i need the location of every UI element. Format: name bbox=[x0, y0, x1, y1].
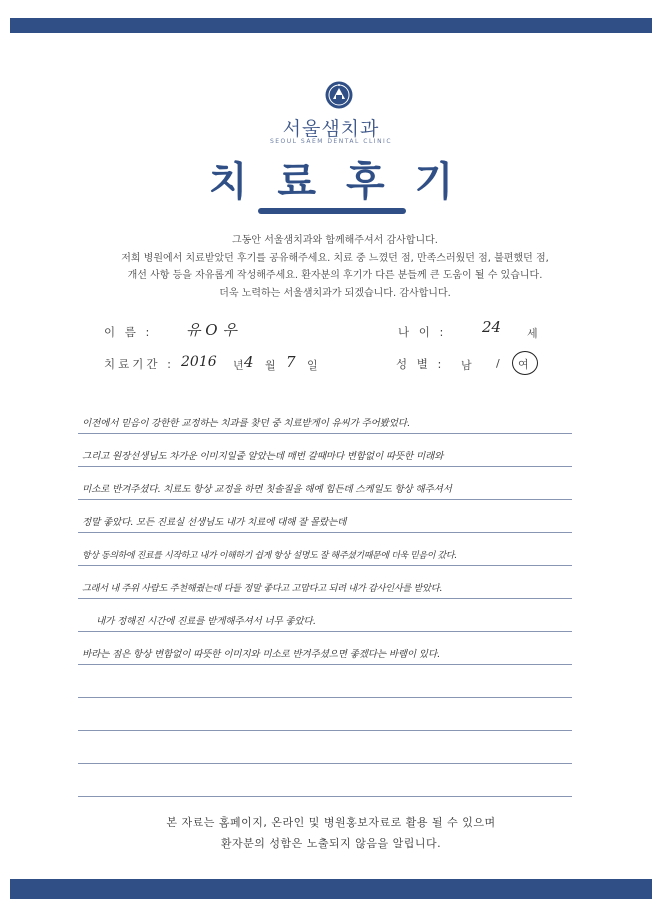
review-text: 그래서 내 주위 사람도 주천해줬는데 다들 정말 좋다고 고맙다고 되려 내가 감사인사를 받았다. bbox=[82, 583, 442, 594]
footer-line: 본 자료는 홈페이지, 온라인 및 병원홍보자료로 활용 될 수 있으며 bbox=[166, 816, 496, 829]
review-text: 정말 좋았다. 모든 진료실 선생님도 내가 치료에 대해 잘 몰랐는데 bbox=[82, 517, 347, 528]
review-line bbox=[78, 604, 572, 632]
review-text: 내가 정해진 시간에 진료를 받게해주셔서 너무 좋았다. bbox=[96, 616, 316, 627]
intro-text bbox=[60, 232, 610, 302]
review-text: 이전에서 믿음이 강한한 교정하는 치과를 찾던 중 치료받게이 유씨가 주어봤었다. bbox=[82, 418, 410, 429]
footer-line: 환자분의 성함은 노출되지 않음을 알립니다. bbox=[220, 837, 442, 850]
day-unit: 일 bbox=[307, 359, 318, 372]
intro-line: 그동안 서울샘치과와 함께해주셔서 감사합니다. bbox=[232, 235, 438, 246]
gender-female: 여 bbox=[518, 358, 529, 371]
gender-label: 성 별 : bbox=[396, 357, 445, 371]
review-line bbox=[78, 736, 572, 764]
footer-notice bbox=[0, 812, 662, 854]
clinic-name: 서울샘치과 bbox=[282, 118, 380, 140]
intro-line: 더욱 노력하는 서울샘치과가 되겠습니다. 감사합니다. bbox=[219, 287, 451, 299]
review-line bbox=[78, 472, 572, 500]
clinic-seal-icon bbox=[324, 80, 354, 110]
review-line bbox=[78, 637, 572, 665]
review-text: 항상 동의하에 진료를 시작하고 내가 이해하기 쉽게 항상 설명도 잘 해주셨기때문에 더욱 믿음이 갔다. bbox=[82, 551, 457, 561]
review-line bbox=[78, 505, 572, 533]
review-line bbox=[78, 670, 572, 698]
review-text: 바라는 점은 항상 변함없이 따뜻한 이미지와 미소로 반겨주셨으면 좋겠다는 바램이 있다. bbox=[82, 649, 440, 660]
gender-separator: / bbox=[496, 357, 500, 370]
age-unit: 세 bbox=[527, 327, 538, 340]
clinic-name-en: SEOUL SAEM DENTAL CLINIC bbox=[269, 138, 393, 145]
review-line bbox=[78, 538, 572, 566]
intro-line: 저희 병원에서 치료받았던 후기를 공유해주세요. 치료 중 느꼈던 점, 만족스러웠던 점, 불편했던 점, bbox=[121, 252, 549, 264]
year-unit: 년 bbox=[233, 359, 244, 372]
day-value: 7 bbox=[286, 353, 296, 371]
month-value: 4 bbox=[244, 353, 254, 371]
review-line bbox=[78, 703, 572, 731]
name-label: 이 름 : bbox=[104, 325, 153, 339]
year-value: 2016 bbox=[181, 354, 217, 370]
age-label: 나 이 : bbox=[398, 325, 447, 339]
bottom-band bbox=[10, 879, 652, 899]
review-text: 그리고 원장선생님도 차가운 이미지일줄 알았는데 매번 갈때마다 변함없이 따뜻한 미래와 bbox=[82, 451, 444, 462]
month-unit: 월 bbox=[265, 359, 276, 372]
review-text: 미소로 반겨주셨다. 치료도 항상 교정을 하면 칫솔질을 해예 힘든데 스케일도 항상 해주셔서 bbox=[82, 484, 452, 495]
top-band bbox=[10, 18, 652, 33]
gender-male: 남 bbox=[461, 359, 472, 372]
page-title: 치료후기 bbox=[208, 159, 484, 205]
period-label: 치료기간 : bbox=[104, 357, 174, 371]
review-line bbox=[78, 439, 572, 467]
title-underline bbox=[258, 208, 406, 214]
name-value: 유 O 우 bbox=[186, 321, 237, 339]
age-value: 24 bbox=[482, 318, 502, 336]
review-line bbox=[78, 406, 572, 434]
intro-line: 개선 사항 등을 자유롭게 작성해주세요. 환자분의 후기가 다른 분들께 큰 도움이 될 수 있습니다. bbox=[127, 270, 543, 281]
review-line bbox=[78, 769, 572, 797]
review-line bbox=[78, 571, 572, 599]
